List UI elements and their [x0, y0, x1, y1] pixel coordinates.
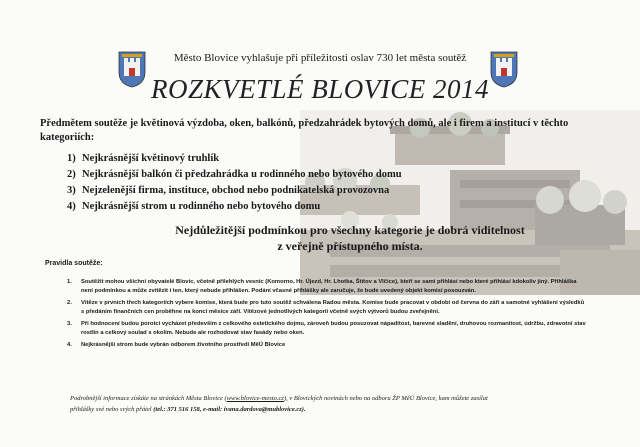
category-label: Nejzelenější firma, instituce, obchod nebo podnikatelská provozovna	[82, 185, 390, 196]
rule-text: Soutěžit mohou všichni obyvatelé Blovic, včetně přilehlých vesnic (Komorno, Hr. Újezd, Hr. Lhotka, Štítov a Vlčice), kteří se sami přihlásí nebo které přihlásí kdokoliv jiný. Přihláška není podmínkou a může zvítězit i ten, který nebude přihlášen. Podání včasné přihlášky ale zaručuje, že bude uvedený objekt komisí posouzván.	[81, 279, 577, 294]
main-condition-line2: z veřejně přístupného místa.	[277, 239, 423, 253]
rules-heading: Pravidla soutěže:	[45, 260, 103, 267]
rule-item: 3. Při hodnocení budou porotci vycházet především z celkového estetického dojmu, zároveň budou posuzovat nápaditost, barevné sladění, druhovou rozmanitost, údržbu, zdravotní stav rostlin a celkový soulad s okolím. Nebude ale rozhodovat stav fasády nebo oken.	[67, 321, 586, 336]
category-label: Nejkrásnější květinový truhlík	[82, 153, 220, 164]
announcement-text: Město Blovice vyhlašuje při příležitosti oslav 730 let města soutěž	[173, 52, 467, 64]
website-link[interactable]: www.blovice-mesto.cz	[226, 395, 284, 402]
footer-line1: Podrobnější informace získáte na stránkách Města Blovice (www.blovice-mesto.cz), v Blovických novinách nebo na odboru ŽP MěÚ Blovice, kam můžete zasílat	[70, 395, 488, 402]
category-item: 2) Nejkrásnější balkón či předzahrádka u rodinného nebo bytového domu	[67, 169, 402, 180]
category-item: 1) Nejkrásnější květinový truhlík	[67, 153, 220, 164]
intro-text: Předmětem soutěže je květinová výzdoba, oken, balkónů, předzahrádek bytových domů, ale i firem a institucí v těchto kategoriích:	[40, 118, 569, 143]
rule-item: 1. Soutěžit mohou všichni obyvatelé Blovic, včetně přilehlých vesnic (Komorno, Hr. Újezd, Hr. Lhotka, Štítov a Vlčice), kteří se sami přihlásí nebo které přihlásí kdokoliv jiný. Přihláška není podmínkou a může zvítězit i ten, který nebude přihlášen. Podání včasné přihlášky ale zaručuje, že bude uvedený objekt komisí posouzván.	[67, 279, 577, 294]
category-item: 3) Nejzelenější firma, instituce, obchod nebo podnikatelská provozovna	[67, 185, 390, 196]
rules-list	[67, 278, 587, 353]
rule-text: Při hodnocení budou porotci vycházet především z celkového estetického dojmu, zároveň budou posuzovat nápaditost, barevné sladění, druhovou rozmanitost, údržbu, zdravotní stav rostlin a celkový soulad s okolím. Nebude ale rozhodovat stav fasády nebo oken.	[81, 321, 586, 336]
page-title: ROZKVETLÉ BLOVICE 2014	[150, 74, 490, 104]
rule-item: 4. Nejkrásnější strom bude vybrán odborem životního prostředí MěÚ Blovice	[67, 342, 286, 348]
footer-line2: přihlášky své nebo svých přátel (tel.: 371 516 158, e-mail: ivana.dardova@mublovice.cz).	[70, 406, 306, 413]
rule-item: 2. Vítěze v prvních třech kategoriích vybere komise, která bude pro tuto soutěž schválena Radou města. Komise bude pracovat v období od června do září a samotné vyhlášení výsledků s předáním finančních cen proběhne na konci měsíce září. Vítězové jednotlivých kategorií včetně svých výtvorů budou zveřejněni.	[67, 300, 585, 315]
main-condition-line1: Nejdůležitější podmínkou pro všechny kategorie je dobrá viditelnost	[175, 223, 525, 237]
contact-info: (tel.: 371 516 158, e-mail: ivana.dardova@mublovice.cz).	[153, 406, 306, 413]
category-list	[67, 151, 402, 215]
footer-info	[70, 393, 590, 415]
category-label: Nejkrásnější strom u rodinného nebo bytového domu	[82, 201, 321, 212]
category-label: Nejkrásnější balkón či předzahrádka u rodinného nebo bytového domu	[82, 169, 402, 180]
category-item: 4) Nejkrásnější strom u rodinného nebo bytového domu	[67, 201, 321, 212]
rule-text: Vítěze v prvních třech kategoriích vybere komise, která bude pro tuto soutěž schválena Radou města. Komise bude pracovat v období od června do září a samotné vyhlášení výsledků s předáním finančních cen proběhne na konci měsíce září. Vítězové jednotlivých kategorií včetně svých výtvorů budou zveřejněni.	[81, 300, 585, 315]
main-condition	[150, 222, 550, 254]
rule-text: Nejkrásnější strom bude vybrán odborem životního prostředí MěÚ Blovice	[81, 342, 286, 348]
